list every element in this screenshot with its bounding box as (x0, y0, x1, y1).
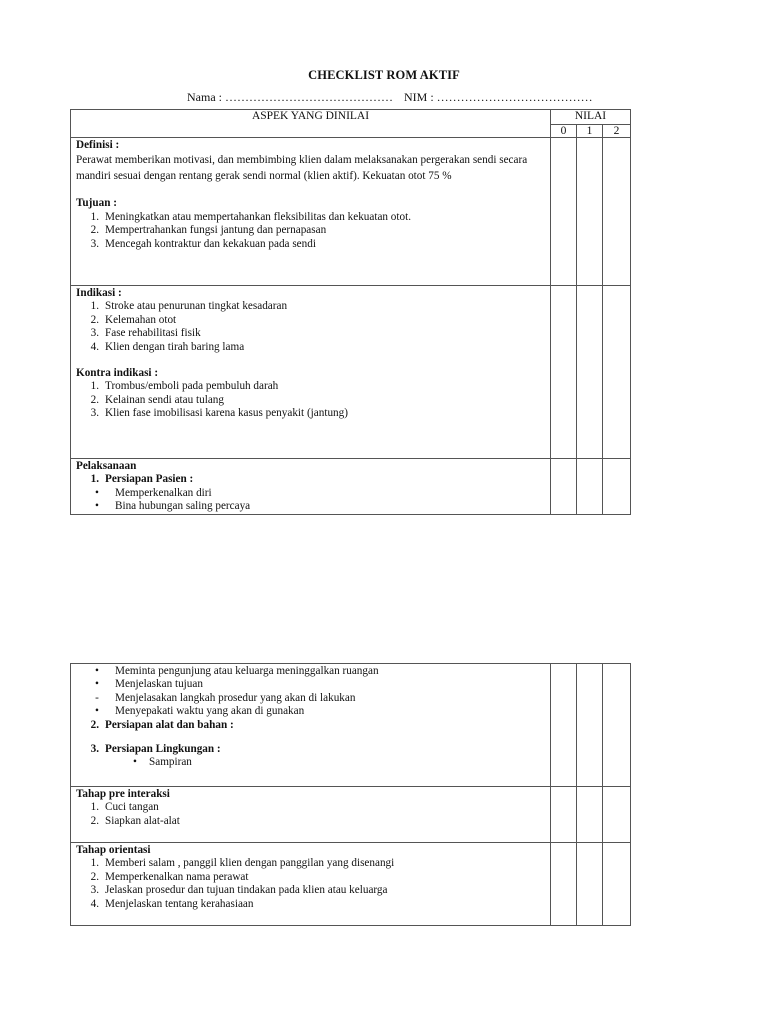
nama-field: Nama : …………………………………… (187, 90, 393, 104)
score-cell-0[interactable] (551, 664, 577, 787)
score-cell-0[interactable] (551, 286, 577, 459)
identity-line (187, 90, 601, 105)
list-item: 1. Stroke atau penurunan tingkat kesadaran (90, 300, 288, 313)
definisi-text: Perawat memberikan motivasi, dan membimbing klien dalam melaksanakan pergerakan sendi secara mandiri sesuai dengan rentang gerak sendi normal (klien aktif). Kekuatan otot 75 % (76, 154, 528, 183)
orientasi-title: Tahap orientasi (76, 844, 151, 856)
tujuan-title: Tujuan : (76, 197, 117, 210)
table-row (71, 138, 631, 286)
persiapan-pasien-title: 1. Persiapan Pasien : (90, 473, 194, 486)
score-cell-1[interactable] (577, 138, 603, 286)
list-item: 3. Jelaskan prosedur dan tujuan tindakan pada klien atau keluarga (90, 884, 388, 897)
list-item: 2. Memperkenalkan nama perawat (90, 870, 249, 883)
list-item: • Bina hubungan saling percaya (95, 500, 251, 513)
list-item: • Memperkenalkan diri (95, 486, 212, 499)
list-item: 3. Mencegah kontraktur dan kekakuan pada sendi (90, 237, 316, 250)
score-2-header: 2 (603, 125, 631, 138)
indikasi-title: Indikasi : (76, 287, 122, 299)
table-row (71, 664, 631, 787)
header-aspek: ASPEK YANG DINILAI (71, 110, 551, 138)
list-item: • Sampiran (133, 756, 192, 769)
score-cell-2[interactable] (603, 664, 631, 787)
score-cell-0[interactable] (551, 843, 577, 926)
table-row (71, 459, 631, 515)
header-nilai: NILAI (551, 110, 631, 125)
score-cell-1[interactable] (577, 459, 603, 515)
list-item: • Menyepakati waktu yang akan di gunakan (95, 705, 305, 718)
checklist-table-page2 (70, 663, 631, 926)
pre-interaksi-title: Tahap pre interaksi (76, 788, 170, 800)
score-cell-2[interactable] (603, 286, 631, 459)
document-title: CHECKLIST ROM AKTIF (308, 68, 460, 82)
definisi-title: Definisi : (76, 139, 120, 151)
persiapan-alat-title: 2. Persiapan alat dan bahan : (90, 718, 234, 731)
score-1-header: 1 (577, 125, 603, 138)
persiapan-lingkungan-title: 3. Persiapan Lingkungan : (90, 743, 221, 756)
list-item: 2. Kelainan sendi atau tulang (90, 393, 224, 406)
score-cell-1[interactable] (577, 664, 603, 787)
list-item: 1. Cuci tangan (90, 801, 159, 814)
nim-field: NIM : ………………………………… (404, 90, 593, 104)
score-cell-1[interactable] (577, 286, 603, 459)
score-0-header: 0 (551, 125, 577, 138)
score-cell-2[interactable] (603, 138, 631, 286)
score-cell-2[interactable] (603, 843, 631, 926)
score-cell-0[interactable] (551, 138, 577, 286)
list-item: 1. Trombus/emboli pada pembuluh darah (90, 380, 279, 393)
score-cell-1[interactable] (577, 787, 603, 843)
list-item: • Meminta pengunjung atau keluarga meninggalkan ruangan (95, 665, 379, 677)
score-cell-1[interactable] (577, 843, 603, 926)
list-item: 2. Kelemahan otot (90, 313, 177, 326)
table-row (71, 843, 631, 926)
list-item: 4. Menjelaskan tentang kerahasiaan (90, 897, 254, 910)
list-item: • Menjelaskan tujuan (95, 678, 203, 691)
list-item: 3. Fase rehabilitasi fisik (90, 327, 201, 340)
list-item: 4. Klien dengan tirah baring lama (90, 340, 245, 353)
table-row (71, 787, 631, 843)
list-item: 2. Siapkan alat-alat (90, 814, 180, 827)
list-item: 2. Mempertrahankan fungsi jantung dan pernapasan (90, 224, 327, 237)
pelaksanaan-title: Pelaksanaan (76, 460, 137, 472)
score-cell-2[interactable] (603, 459, 631, 515)
kontra-title: Kontra indikasi : (76, 367, 159, 380)
score-cell-0[interactable] (551, 787, 577, 843)
score-cell-0[interactable] (551, 459, 577, 515)
score-cell-2[interactable] (603, 787, 631, 843)
list-item: 3. Klien fase imobilisasi karena kasus penyakit (jantung) (90, 407, 348, 420)
list-item: 1. Meningkatkan atau mempertahankan fleksibilitas dan kekuatan otot. (90, 210, 412, 223)
table-row (71, 286, 631, 459)
list-item: - Menjelasakan langkah prosedur yang akan di lakukan (95, 691, 356, 704)
checklist-table-page1 (70, 109, 631, 515)
list-item: 1. Memberi salam , panggil klien dengan panggilan yang disenangi (90, 857, 395, 870)
